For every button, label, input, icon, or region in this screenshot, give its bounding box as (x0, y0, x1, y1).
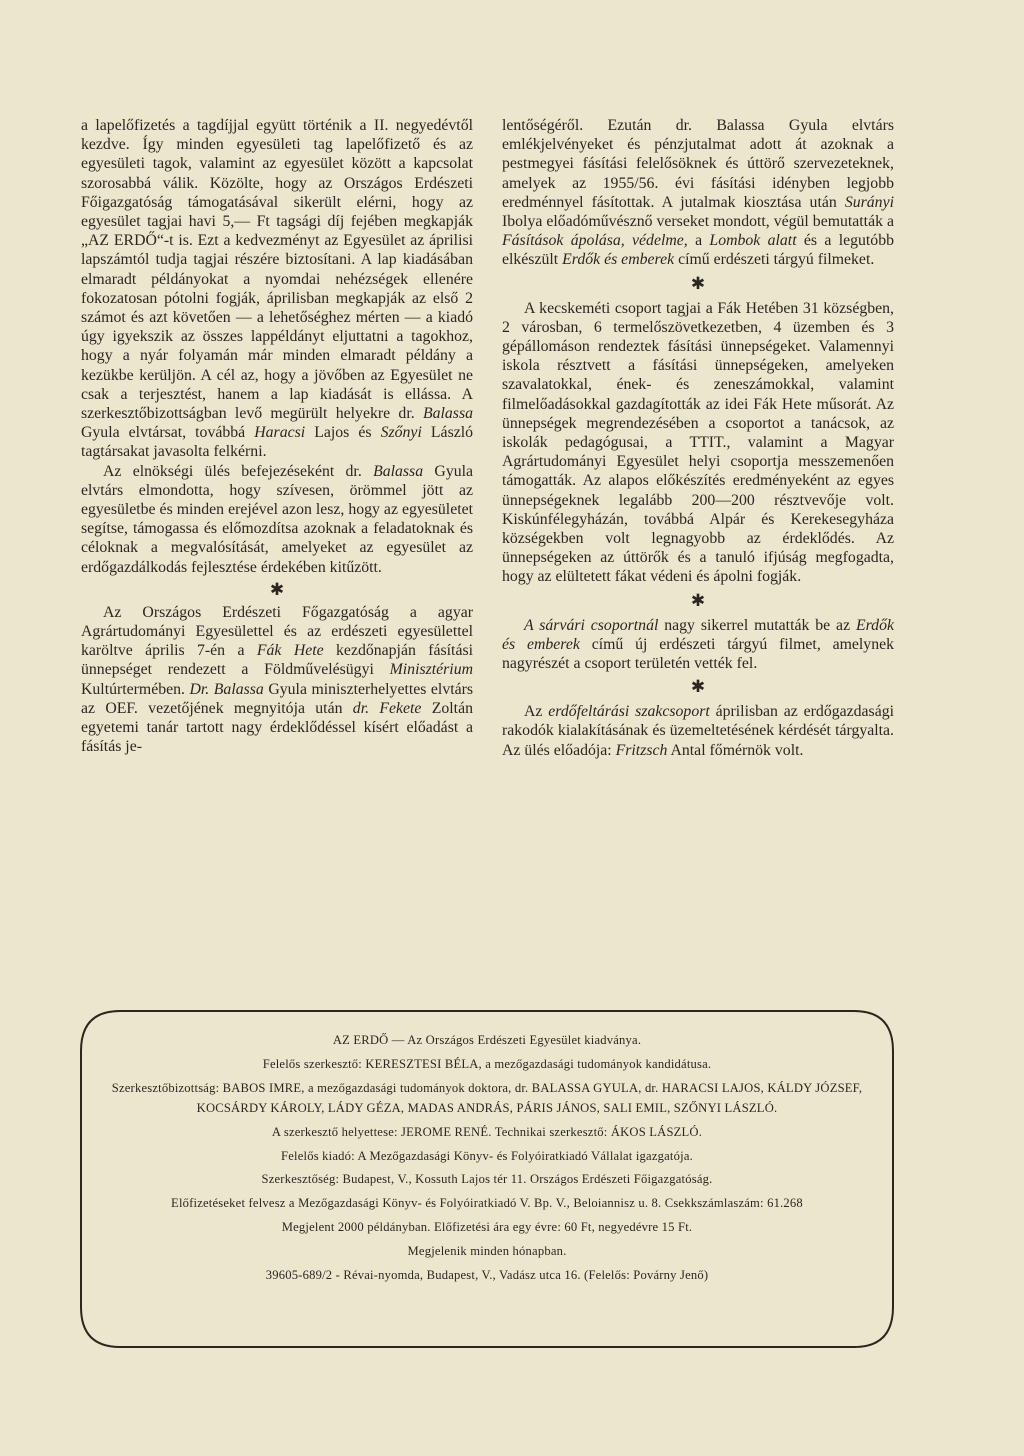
text: a (695, 232, 703, 250)
italic-name: Haracsi (254, 424, 306, 442)
italic-text: Fák Hete (256, 642, 324, 660)
italic-name: Fritzsch (615, 741, 668, 759)
italic-title: Lombok alatt (709, 232, 797, 250)
text: Gyula miniszterhelyettes elvtárs az OEF. vezetőjének megnyitója után (81, 680, 474, 717)
italic-title: Fásítások ápolása, védelme, (502, 232, 688, 250)
italic-text: A sárvári csoportnál (524, 616, 659, 634)
italic-name: Dr. Balassa (189, 680, 264, 698)
imprint-line: Szerkesztőség: Budapest, V., Kossuth Lajos tér 11. Országos Erdészeti Főigazgatóság. (261, 1172, 713, 1187)
italic-name: Balassa (422, 405, 473, 423)
section-separator-asterisk: ✱ (690, 677, 706, 697)
text: Antal főmérnök volt. (670, 741, 804, 759)
text: Ibolya előadóművésznő verseket mondott, végül bemutatták a (502, 213, 894, 231)
italic-name: Szőnyi (380, 424, 422, 442)
paragraph (81, 603, 473, 757)
text: nagy sikerrel mutatták be az (664, 616, 851, 634)
italic-name: Surányi (844, 193, 894, 211)
text: lentőségéről. Ezután dr. Balassa Gyula elvtárs emlékjelvényeket és pénzjutalmat adott át azoknak a pestmegyei fásítási felelősöknek és úttörő szervezeteknek, amelyek az 1955/56. évi fásítási idényben legjobb eredménnyel fásítottak. A jutalmak kiosztása után (502, 117, 894, 211)
text: kezdőnapján fásítási ünnepséget rendezett a Földművelésügyi (81, 642, 473, 679)
italic-text: Minisztérium (389, 661, 473, 679)
text: áprilisban az erdőgazdasági rakodók kialakításának és üzemeltetésének kérdését tárgyalta. Az ülés előadója: (502, 703, 894, 759)
italic-title: Erdők és emberek (502, 616, 894, 653)
right-column (502, 116, 894, 760)
italic-name: dr. Fekete (352, 699, 422, 717)
imprint-left-rule (80, 1050, 82, 1308)
text: a lapelőfizetés a tagdíjjal együtt történik a II. negyedévtől kezdve. Így minden egyesületi tag lapelőfizető és az egyesületi tagok, valamint az egyesület között a kapcsolat szorosabbá válik. Közölte, hogy az Országos Erdészeti Főigazgatóság támogatásával sikerült elérni, hogy az egyesület tagjai havi 5,— Ft tagsági díj fejében megkapják „AZ ERDŐ“-t is. Ezt a kedvezményt az Egyesület az áprilisi lapszámtól tudja tagjai részére biztosítani. A lap kiadásában elmaradt példányokat a nyomdai nehézségek ellenére fokozatosan pótolni fogják, áprilisban megkapják az első 2 számot és azt követően — a lehetőséghez mérten — a kiadó úgy igyekszik az összes lappéldányt eljuttatni a tagokhoz, hogy a nyár folyamán már minden elmaradt példány a kezükbe kerüljön. A cél az, hogy a jövőben az Egyesület ne csak a terjesztést, hanem a lap kiadását is ellássa. A szerkesztőbizottságban levő megürült helyekre dr. (81, 117, 473, 423)
left-column (81, 116, 473, 757)
paragraph (81, 116, 473, 462)
text: és a legutóbb elkészült (502, 232, 895, 269)
imprint-line: Megjelenik minden hónapban. (407, 1243, 567, 1258)
imprint-bottom-rule (119, 1346, 855, 1348)
text: Gyula elvtárs elmondotta, hogy szívesen, örömmel jött az egyesületbe és minden erejével azon lesz, hogy az egyesületet segítse, támogassa és előmozdítsa azoknak a feladatoknak és céloknak a megvalósítását, amelyeket az egyesület az erdőgazdálkodás fejlesztése érdekében kitűzött. (81, 462, 474, 576)
paragraph (502, 702, 894, 760)
imprint-line: A szerkesztő helyettese: JEROME RENÉ. Technikai szerkesztő: ÁKOS LÁSZLÓ. (271, 1124, 703, 1139)
imprint-line: Megjelent 2000 példányban. Előfizetési ára egy évre: 60 Ft, negyedévre 15 Ft. (281, 1219, 693, 1234)
paragraph: A kecskeméti csoport tagjai a Fák Hetében 31 községben, 2 városban, 6 termelőszövetkezetben, 4 üzemben és 3 gépállomáson rendeztek fásítási ünnepségeket. Valamennyi iskola résztvett a fásítási ünnepségeken, amelyeken szavalatokkal, ének- és zeneszámokkal, valamint filmelőadásokkal gazdagították az idei Fák Hete műsorát. Az ünnepségek megrendezésében a csoportot a tanácsok, az iskolák pedagógusai, a TTIT., valamint a Magyar Agrártudományi Egyesület helyi csoportja messzemenően támogatták. Az alapos előkészítés eredményeként az egyes ünnepségeknek legalább 200—200 résztvevője volt. Kiskúnfélegyházán, továbbá Alpár és Kerekesegyháza községekben volt legnagyobb az érdeklődés. Az ünnepségeken az úttörők és a tanuló ifjúság megfogadta, hogy az elültetett fákat védeni és ápolni fogják. (502, 299, 894, 586)
section-separator-asterisk: ✱ (269, 579, 285, 599)
bracket-corner-icon (852, 1307, 894, 1349)
italic-name: Balassa (373, 462, 424, 480)
text: Az (524, 703, 543, 721)
imprint-text (109, 1030, 865, 1288)
imprint-line: Szerkesztőbizottság: BABOS IMRE, a mezőgazdasági tudományok doktora, dr. BALASSA GYULA, dr. HARACSI LAJOS, KÁLDY JÓZSEF, KOCSÁRDY KÁROLY, LÁDY GÉZA, MADAS ANDRÁS, PÁRIS JÁNOS, SALI EMIL, SZŐNYI LÁSZLÓ. (111, 1080, 863, 1115)
text: László tagtársakat javasolta felkérni. (81, 424, 474, 461)
text: Az Országos Erdészeti Főgazgatóság a agyar Agrártudományi Egyesülettel és az erdészeti egyesülettel karöltve április 7-én a (81, 603, 473, 660)
imprint-line: AZ ERDŐ — Az Országos Erdészeti Egyesület kiadványa. (332, 1033, 642, 1047)
text: Zoltán egyetemi tanár tartott nagy érdeklődéssel kísért előadást a fásítás je- (81, 699, 473, 756)
bracket-corner-icon (80, 1307, 122, 1349)
text: című új erdészeti tárgyú filmet, amelynek nagyrészét a csoport területén vették fel. (502, 635, 894, 673)
paragraph (502, 616, 894, 674)
imprint-line: 39605-689/2 - Révai-nyomda, Budapest, V., Vadász utca 16. (Felelős: Povárny Jenő) (265, 1267, 709, 1282)
paragraph (81, 462, 473, 577)
text: Kultúrtermében. (81, 680, 185, 698)
imprint-box (81, 1010, 893, 1348)
imprint-right-rule (892, 1050, 894, 1308)
paragraph (502, 116, 894, 270)
imprint-line: Felelős kiadó: A Mezőgazdasági Könyv- és Folyóiratkiadó Vállalat igazgatója. (281, 1148, 693, 1163)
text: Gyula elvtársat, továbbá (81, 424, 246, 442)
imprint-line: Felelős szerkesztő: KERESZTESI BÉLA, a mezőgazdasági tudományok kandidátusa. (262, 1056, 712, 1071)
section-separator-asterisk: ✱ (690, 590, 706, 610)
italic-title: Erdők és emberek (562, 251, 675, 269)
section-separator-asterisk: ✱ (690, 273, 706, 293)
text: című erdészeti tárgyú filmeket. (678, 251, 875, 269)
italic-text: erdőfeltárási szakcsoport (548, 703, 710, 721)
text: Lajos és (314, 424, 372, 442)
imprint-top-rule (119, 1010, 855, 1012)
imprint-line: Előfizetéseket felvesz a Mezőgazdasági Könyv- és Folyóiratkiadó V. Bp. V., Beloiannisz u. 8. Csekkszámlaszám: 61.268 (171, 1196, 803, 1211)
text: Az elnökségi ülés befejezéseként dr. (103, 462, 362, 480)
